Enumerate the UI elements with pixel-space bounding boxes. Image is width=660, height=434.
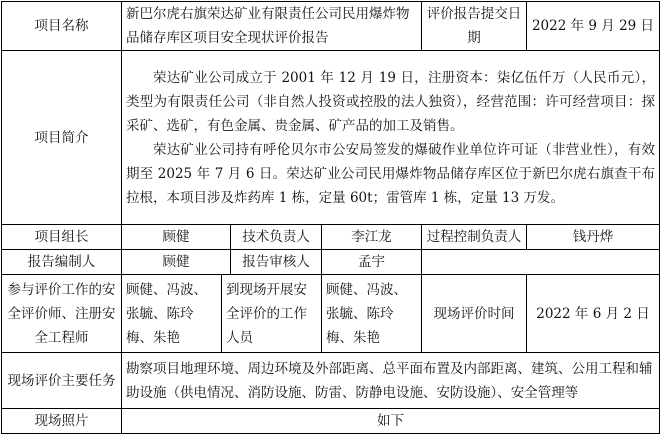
tech-lead-label: 技术负责人	[231, 225, 322, 250]
photos-value: 如下	[122, 409, 660, 434]
onsite-staff-label: 到现场开展安全评价的工作人员	[222, 275, 322, 353]
report-date-value: 2022 年 9 月 29 日	[527, 2, 660, 51]
intro-paragraph: 荣达矿业公司持有呼伦贝尔市公安局签发的爆破作业单位许可证（非营业性），有效期至 2025 年 7 月 6 日。荣达矿业公司民用爆炸物品储存库区位于新巴尔虎右旗查干布拉根，本项目涉及炸药库 1 栋，定量 60t；雷管库 1 栋，定量 13 万发。	[126, 141, 655, 206]
onsite-time-value: 2022 年 6 月 2 日	[527, 275, 660, 353]
table-row-evaluators	[2, 275, 660, 353]
evaluators-label: 参与评价工作的安全评价师、注册安全工程师	[2, 275, 122, 353]
onsite-time-label: 现场评价时间	[422, 275, 527, 353]
compiler-value: 顾健	[122, 250, 231, 275]
evaluation-info-table	[1, 1, 660, 434]
table-row-photos	[2, 409, 660, 434]
onsite-staff-value: 顾健、冯波、张毓、陈玲梅、朱艳	[322, 275, 422, 353]
reviewer-value: 孟宇	[322, 250, 422, 275]
report-date-label: 评价报告提交日期	[422, 2, 527, 51]
table-row-tasks	[2, 353, 660, 409]
table-row-project-intro	[2, 51, 660, 225]
table-row-project-name	[2, 2, 660, 51]
leader-label: 项目组长	[2, 225, 122, 250]
reviewer-label: 报告审核人	[231, 250, 322, 275]
intro-paragraph: 荣达矿业公司成立于 2001 年 12 月 19 日，注册资本：柒亿伍仟万（人民币元），类型为有限责任公司（非自然人投资或控股的法人独资），经营范围：许可经营项目：探采矿、选矿，有色金属、贵金属、矿产品的加工及销售。	[126, 69, 655, 134]
project-name-value: 新巴尔虎右旗荣达矿业有限责任公司民用爆炸物品储存库区项目安全现状评价报告	[122, 2, 422, 51]
evaluators-value: 顾健、冯波、张毓、陈玲梅、朱艳	[122, 275, 222, 353]
table-row-compile	[2, 250, 660, 275]
compile-row-blank	[422, 250, 660, 275]
tasks-value: 勘察项目地理环境、周边环境及外部距离、总平面布置及内部距离、建筑、公用工程和辅助设施（供电情况、消防设施、防雷、防静电设施、安防设施）、安全管理等	[122, 353, 660, 409]
photos-label: 现场照片	[2, 409, 122, 434]
compiler-label: 报告编制人	[2, 250, 122, 275]
process-control-value: 钱丹烨	[527, 225, 660, 250]
project-name-label: 项目名称	[2, 2, 122, 51]
project-intro-label: 项目简介	[2, 51, 122, 225]
leader-value: 顾健	[122, 225, 231, 250]
table-row-team	[2, 225, 660, 250]
tech-lead-value: 李江龙	[322, 225, 422, 250]
project-intro-content	[122, 51, 660, 225]
process-control-label: 过程控制负责人	[422, 225, 527, 250]
tasks-label: 现场评价主要任务	[2, 353, 122, 409]
